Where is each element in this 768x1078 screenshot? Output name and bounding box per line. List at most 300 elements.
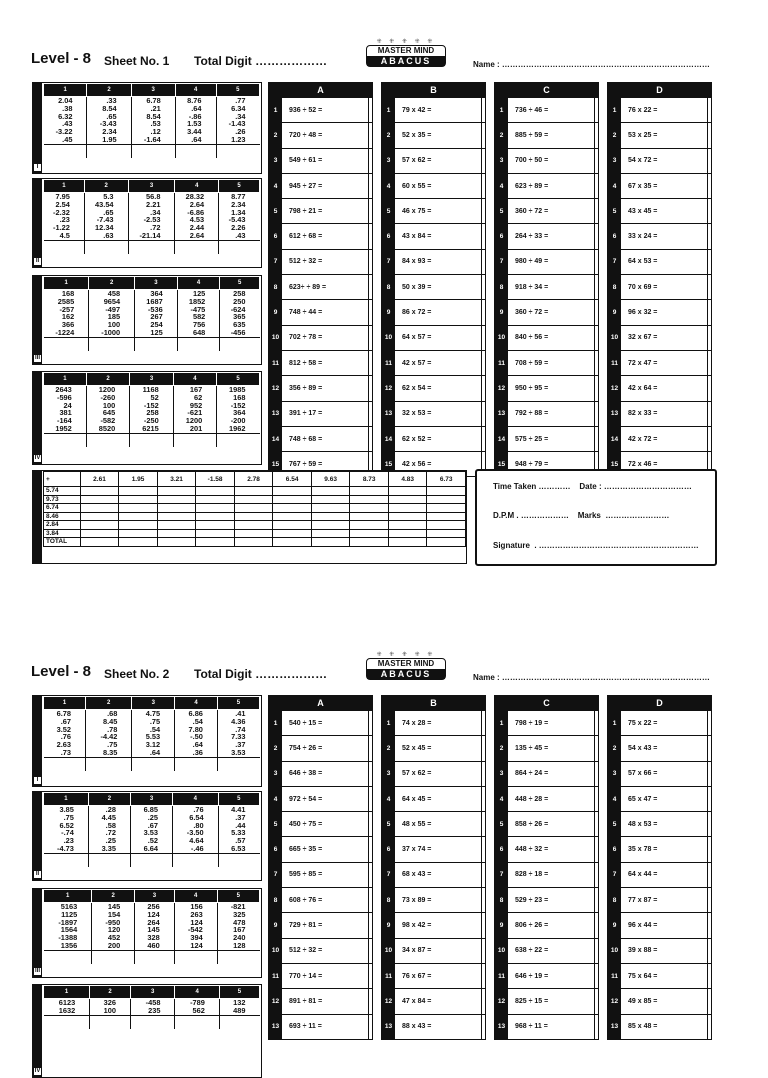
number-cell: -1000 (101, 327, 121, 337)
answer-cell[interactable] (128, 240, 175, 254)
question-row (382, 97, 485, 122)
grid-answer-cell[interactable] (427, 512, 466, 521)
grid-answer-cell[interactable] (350, 512, 389, 521)
answer-cell[interactable] (177, 337, 220, 351)
answer-box[interactable] (707, 98, 711, 122)
answer-box[interactable] (707, 123, 711, 147)
answer-cell[interactable] (217, 757, 259, 771)
grid-answer-cell[interactable] (388, 538, 427, 547)
answer-box[interactable] (368, 326, 372, 350)
grid-answer-cell[interactable] (350, 487, 389, 496)
question-row (495, 836, 598, 861)
answer-box[interactable] (481, 199, 485, 223)
answer-cell[interactable] (218, 853, 259, 867)
answer-cell[interactable] (173, 853, 219, 867)
answer-box[interactable] (594, 762, 598, 786)
answer-box[interactable] (707, 863, 711, 887)
answer-box[interactable] (368, 888, 372, 912)
answer-box[interactable] (481, 376, 485, 400)
grid-answer-cell[interactable] (427, 521, 466, 530)
grid-answer-cell[interactable] (388, 512, 427, 521)
grid-answer-cell[interactable] (273, 512, 312, 521)
numbers-row (44, 97, 260, 145)
answer-box[interactable] (594, 250, 598, 274)
block-side-bar (33, 985, 42, 1077)
grid-answer-cell[interactable] (350, 529, 389, 538)
grid-answer-cell[interactable] (427, 504, 466, 513)
name-field[interactable]: Name : …………………………………………………………………… (473, 673, 710, 682)
question-row (495, 811, 598, 836)
number-cell: 145 (147, 925, 160, 935)
answer-box[interactable] (368, 149, 372, 173)
answer-box[interactable] (594, 174, 598, 198)
question-column-c (494, 695, 599, 1040)
question-row (382, 249, 485, 274)
answer-box[interactable] (594, 351, 598, 375)
number-cell: 24 (63, 400, 72, 410)
grid-answer-cell[interactable] (196, 538, 235, 547)
answer-cell[interactable] (219, 1015, 259, 1029)
grid-answer-cell[interactable] (119, 504, 158, 513)
answer-box[interactable] (707, 402, 711, 426)
answer-box[interactable] (707, 174, 711, 198)
answer-cell[interactable] (220, 337, 260, 351)
answer-box[interactable] (481, 275, 485, 299)
answer-cell[interactable] (217, 950, 259, 964)
grid-answer-cell[interactable] (119, 529, 158, 538)
grid-answer-cell[interactable] (273, 521, 312, 530)
grid-answer-cell[interactable] (119, 487, 158, 496)
question-number: 10 (269, 326, 282, 350)
grid-answer-cell[interactable] (350, 521, 389, 530)
grid-answer-cell[interactable] (234, 529, 273, 538)
question-text: 529 ÷ 23 = (515, 896, 549, 904)
number-cell: 452 (107, 933, 121, 943)
grid-answer-cell[interactable] (119, 521, 158, 530)
answer-box[interactable] (594, 275, 598, 299)
question-text: 88 x 43 = (402, 1023, 432, 1031)
answer-box[interactable] (707, 736, 711, 760)
answer-cell[interactable] (90, 1015, 131, 1029)
answer-box[interactable] (707, 888, 711, 912)
answer-box[interactable] (594, 787, 598, 811)
grid-answer-cell[interactable] (119, 512, 158, 521)
question-text: 48 x 55 = (402, 820, 432, 828)
answer-cell[interactable] (44, 433, 87, 447)
question-number: 9 (608, 913, 621, 937)
number-cell: 145 (107, 902, 121, 911)
answer-cell[interactable] (130, 1015, 174, 1029)
number-cell: .72 (101, 828, 116, 838)
answer-cell[interactable] (44, 757, 86, 771)
question-number: 11 (269, 351, 282, 375)
grid-answer-cell[interactable] (427, 529, 466, 538)
grid-answer-cell[interactable] (234, 521, 273, 530)
answer-box[interactable] (368, 762, 372, 786)
grid-answer-cell[interactable] (234, 495, 273, 504)
answer-box[interactable] (368, 837, 372, 861)
answer-box[interactable] (594, 149, 598, 173)
answer-box[interactable] (481, 888, 485, 912)
answer-box[interactable] (707, 250, 711, 274)
answer-box[interactable] (707, 837, 711, 861)
question-row (269, 912, 372, 937)
grid-answer-cell[interactable] (427, 487, 466, 496)
number-cell: -152 (143, 400, 159, 410)
grid-answer-cell[interactable] (311, 495, 350, 504)
grid-answer-cell[interactable] (388, 487, 427, 496)
answer-box[interactable] (368, 300, 372, 324)
answer-box[interactable] (481, 174, 485, 198)
total-digit-field[interactable]: Total Digit ……………… (194, 667, 328, 681)
answer-box[interactable] (707, 762, 711, 786)
answer-box[interactable] (368, 376, 372, 400)
answer-box[interactable] (481, 224, 485, 248)
number-cell: .26 (231, 127, 246, 137)
answer-cell[interactable] (44, 240, 85, 254)
grid-answer-cell[interactable] (234, 538, 273, 547)
answer-box[interactable] (481, 351, 485, 375)
answer-cell[interactable] (44, 144, 87, 158)
answer-box[interactable] (707, 989, 711, 1013)
grid-answer-cell[interactable] (196, 521, 235, 530)
number-cell: .54 (145, 724, 161, 734)
answer-box[interactable] (481, 863, 485, 887)
answer-box[interactable] (594, 964, 598, 988)
grid-answer-cell[interactable] (80, 521, 119, 530)
grid-answer-cell[interactable] (427, 538, 466, 547)
answer-box[interactable] (368, 199, 372, 223)
answer-cell[interactable] (174, 950, 217, 964)
answer-box[interactable] (594, 427, 598, 451)
grid-answer-cell[interactable] (311, 512, 350, 521)
grid-answer-cell[interactable] (119, 495, 158, 504)
number-column (84, 193, 128, 241)
answer-cell[interactable] (130, 853, 172, 867)
grid-answer-cell[interactable] (157, 538, 196, 547)
answer-cell[interactable] (44, 853, 89, 867)
number-cell: 952 (189, 400, 203, 410)
answer-box[interactable] (594, 199, 598, 223)
number-cell: 6.32 (58, 111, 73, 121)
number-cell: -1388 (58, 933, 78, 943)
number-cell: -5.43 (228, 215, 246, 225)
answer-box[interactable] (368, 224, 372, 248)
number-cell: 6.78 (146, 96, 161, 105)
question-text: 948 ÷ 79 = (515, 460, 549, 468)
answer-box[interactable] (481, 812, 485, 836)
answer-row (44, 240, 260, 254)
grid-answer-cell[interactable] (311, 504, 350, 513)
answer-box[interactable] (368, 913, 372, 937)
grid-answer-cell[interactable] (196, 504, 235, 513)
answer-box[interactable] (481, 913, 485, 937)
grid-side-value: 8.46 (44, 512, 81, 521)
answer-box[interactable] (368, 98, 372, 122)
answer-box[interactable] (368, 174, 372, 198)
answer-cell[interactable] (84, 240, 128, 254)
grid-answer-cell[interactable] (234, 512, 273, 521)
answer-box[interactable] (368, 787, 372, 811)
answer-box[interactable] (707, 787, 711, 811)
number-cell: 120 (107, 925, 121, 935)
question-row (382, 375, 485, 400)
logo-line-1: MASTER MIND (377, 659, 435, 668)
grid-answer-cell[interactable] (350, 504, 389, 513)
grid-answer-cell[interactable] (157, 487, 196, 496)
dpm-marks-field[interactable]: D.P.M . ……………… Marks …………………… (493, 511, 670, 520)
answer-box[interactable] (594, 123, 598, 147)
question-number: 8 (495, 275, 508, 299)
answer-box[interactable] (368, 250, 372, 274)
question-row (495, 97, 598, 122)
number-cell: -1.22 (53, 223, 70, 233)
answer-box[interactable] (707, 224, 711, 248)
answer-box[interactable] (594, 98, 598, 122)
answer-box[interactable] (707, 275, 711, 299)
answer-box[interactable] (707, 964, 711, 988)
answer-box[interactable] (481, 964, 485, 988)
grid-answer-cell[interactable] (196, 512, 235, 521)
question-row (382, 274, 485, 299)
answer-box[interactable] (707, 711, 711, 735)
answer-cell[interactable] (44, 1015, 90, 1029)
answer-box[interactable] (707, 199, 711, 223)
answer-box[interactable] (707, 913, 711, 937)
answer-box[interactable] (594, 402, 598, 426)
answer-cell[interactable] (135, 950, 174, 964)
grid-answer-cell[interactable] (388, 504, 427, 513)
number-column (220, 290, 260, 338)
number-cell: 7.95 (55, 192, 70, 201)
answer-box[interactable] (594, 376, 598, 400)
number-cell: 6.52 (59, 820, 74, 830)
answer-cell[interactable] (44, 337, 89, 351)
answer-box[interactable] (368, 863, 372, 887)
name-field[interactable]: Name : …………………………………………………………………… (473, 60, 710, 69)
answer-box[interactable] (481, 939, 485, 963)
answer-box[interactable] (368, 275, 372, 299)
grid-answer-cell[interactable] (388, 495, 427, 504)
grid-answer-cell[interactable] (80, 495, 119, 504)
answer-box[interactable] (481, 787, 485, 811)
question-number: 6 (269, 224, 282, 248)
total-digit-field[interactable]: Total Digit ……………… (194, 54, 328, 68)
grid-answer-cell[interactable] (388, 521, 427, 530)
grid-answer-cell[interactable] (350, 538, 389, 547)
answer-box[interactable] (481, 711, 485, 735)
answer-cell[interactable] (175, 240, 219, 254)
number-cell: 56.8 (146, 192, 161, 201)
answer-cell[interactable] (88, 853, 130, 867)
grid-answer-cell[interactable] (80, 512, 119, 521)
question-text: 53 x 25 = (628, 131, 658, 139)
answer-box[interactable] (368, 711, 372, 735)
answer-cell[interactable] (175, 144, 216, 158)
question-text: 646 ÷ 38 = (289, 770, 323, 778)
grid-answer-cell[interactable] (311, 487, 350, 496)
addition-table (43, 372, 260, 447)
question-number: 5 (608, 199, 621, 223)
answer-box[interactable] (481, 326, 485, 350)
answer-box[interactable] (368, 812, 372, 836)
answer-cell[interactable] (130, 433, 173, 447)
grid-answer-cell[interactable] (273, 504, 312, 513)
answer-box[interactable] (368, 989, 372, 1013)
answer-box[interactable] (594, 863, 598, 887)
grid-answer-cell[interactable] (196, 487, 235, 496)
answer-box[interactable] (368, 964, 372, 988)
grid-answer-cell[interactable] (80, 538, 119, 547)
time-taken-date-field[interactable]: Time Taken ………… Date : …………………………… (493, 482, 692, 491)
grid-answer-cell[interactable] (157, 495, 196, 504)
question-row (608, 299, 711, 324)
answer-cell[interactable] (175, 1015, 219, 1029)
numbers-row (44, 999, 260, 1016)
answer-cell[interactable] (135, 337, 178, 351)
answer-cell[interactable] (132, 757, 175, 771)
question-number: 1 (608, 711, 621, 735)
question-number: 4 (269, 174, 282, 198)
number-cell: 2.21 (146, 199, 161, 209)
question-text: 360 ÷ 72 = (515, 207, 549, 215)
answer-box[interactable] (594, 913, 598, 937)
answer-box[interactable] (368, 1015, 372, 1039)
answer-cell[interactable] (131, 144, 175, 158)
question-text: 135 ÷ 45 = (515, 744, 549, 752)
answer-box[interactable] (707, 326, 711, 350)
answer-box[interactable] (594, 837, 598, 861)
answer-cell[interactable] (86, 757, 132, 771)
answer-box[interactable] (707, 812, 711, 836)
grid-answer-cell[interactable] (388, 529, 427, 538)
number-cell: -821 (230, 902, 246, 911)
column-header: 3 (130, 986, 174, 999)
answer-box[interactable] (707, 300, 711, 324)
answer-cell[interactable] (217, 433, 260, 447)
answer-box[interactable] (481, 736, 485, 760)
answer-box[interactable] (594, 888, 598, 912)
answer-box[interactable] (594, 812, 598, 836)
grid-answer-cell[interactable] (427, 495, 466, 504)
question-number: 6 (495, 224, 508, 248)
answer-box[interactable] (707, 149, 711, 173)
question-row (608, 173, 711, 198)
grid-answer-cell[interactable] (80, 529, 119, 538)
grid-answer-cell[interactable] (311, 521, 350, 530)
question-row (382, 173, 485, 198)
column-header: 2 (84, 180, 128, 193)
answer-box[interactable] (594, 989, 598, 1013)
signature-field[interactable]: Signature . …………………………………………………… (493, 541, 699, 550)
grid-answer-cell[interactable] (273, 529, 312, 538)
answer-box[interactable] (368, 123, 372, 147)
answer-box[interactable] (481, 989, 485, 1013)
question-row (495, 735, 598, 760)
answer-box[interactable] (707, 351, 711, 375)
grid-answer-cell[interactable] (80, 487, 119, 496)
addition-grid (32, 470, 467, 564)
number-cell: -1.43 (228, 119, 246, 129)
answer-box[interactable] (368, 736, 372, 760)
answer-box[interactable] (594, 1015, 598, 1039)
number-cell: -475 (190, 304, 206, 314)
number-cell: .23 (55, 215, 70, 225)
grid-answer-cell[interactable] (273, 487, 312, 496)
answer-box[interactable] (481, 123, 485, 147)
grid-answer-cell[interactable] (350, 495, 389, 504)
answer-box[interactable] (481, 250, 485, 274)
answer-cell[interactable] (87, 144, 131, 158)
answer-cell[interactable] (175, 757, 218, 771)
question-text: 700 ÷ 50 = (515, 157, 549, 165)
answer-cell[interactable] (92, 950, 135, 964)
answer-cell[interactable] (44, 950, 92, 964)
answer-box[interactable] (481, 427, 485, 451)
answer-box[interactable] (481, 402, 485, 426)
grid-answer-cell[interactable] (119, 538, 158, 547)
grid-answer-cell[interactable] (234, 487, 273, 496)
answer-box[interactable] (594, 224, 598, 248)
answer-box[interactable] (368, 402, 372, 426)
answer-box[interactable] (368, 351, 372, 375)
grid-row (44, 538, 466, 547)
question-text: 33 x 24 = (628, 233, 658, 241)
answer-box[interactable] (481, 762, 485, 786)
answer-box[interactable] (707, 427, 711, 451)
grid-answer-cell[interactable] (196, 529, 235, 538)
answer-box[interactable] (594, 939, 598, 963)
question-row (269, 836, 372, 861)
number-cell: -.46 (190, 843, 204, 853)
answer-cell[interactable] (216, 144, 260, 158)
answer-box[interactable] (481, 149, 485, 173)
answer-box[interactable] (594, 326, 598, 350)
answer-box[interactable] (707, 376, 711, 400)
grid-answer-cell[interactable] (234, 504, 273, 513)
grid-answer-cell[interactable] (157, 504, 196, 513)
answer-box[interactable] (481, 98, 485, 122)
question-text: 702 ÷ 78 = (289, 334, 323, 342)
answer-box[interactable] (707, 939, 711, 963)
grid-answer-cell[interactable] (273, 495, 312, 504)
grid-answer-cell[interactable] (311, 538, 350, 547)
grid-answer-cell[interactable] (157, 529, 196, 538)
answer-box[interactable] (481, 300, 485, 324)
answer-cell[interactable] (89, 337, 135, 351)
answer-box[interactable] (594, 711, 598, 735)
answer-cell[interactable] (219, 240, 260, 254)
grid-answer-cell[interactable] (80, 504, 119, 513)
question-text: 62 x 52 = (402, 435, 432, 443)
answer-cell[interactable] (86, 433, 129, 447)
answer-cell[interactable] (173, 433, 216, 447)
number-column (173, 806, 219, 854)
grid-answer-cell[interactable] (311, 529, 350, 538)
answer-box[interactable] (594, 300, 598, 324)
answer-box[interactable] (368, 427, 372, 451)
grid-answer-cell[interactable] (157, 521, 196, 530)
answer-box[interactable] (594, 736, 598, 760)
answer-box[interactable] (481, 837, 485, 861)
grid-answer-cell[interactable] (196, 495, 235, 504)
grid-side-value: 2.84 (44, 521, 81, 530)
grid-answer-cell[interactable] (157, 512, 196, 521)
grid-answer-cell[interactable] (273, 538, 312, 547)
answer-box[interactable] (707, 1015, 711, 1039)
answer-box[interactable] (368, 939, 372, 963)
answer-box[interactable] (481, 1015, 485, 1039)
